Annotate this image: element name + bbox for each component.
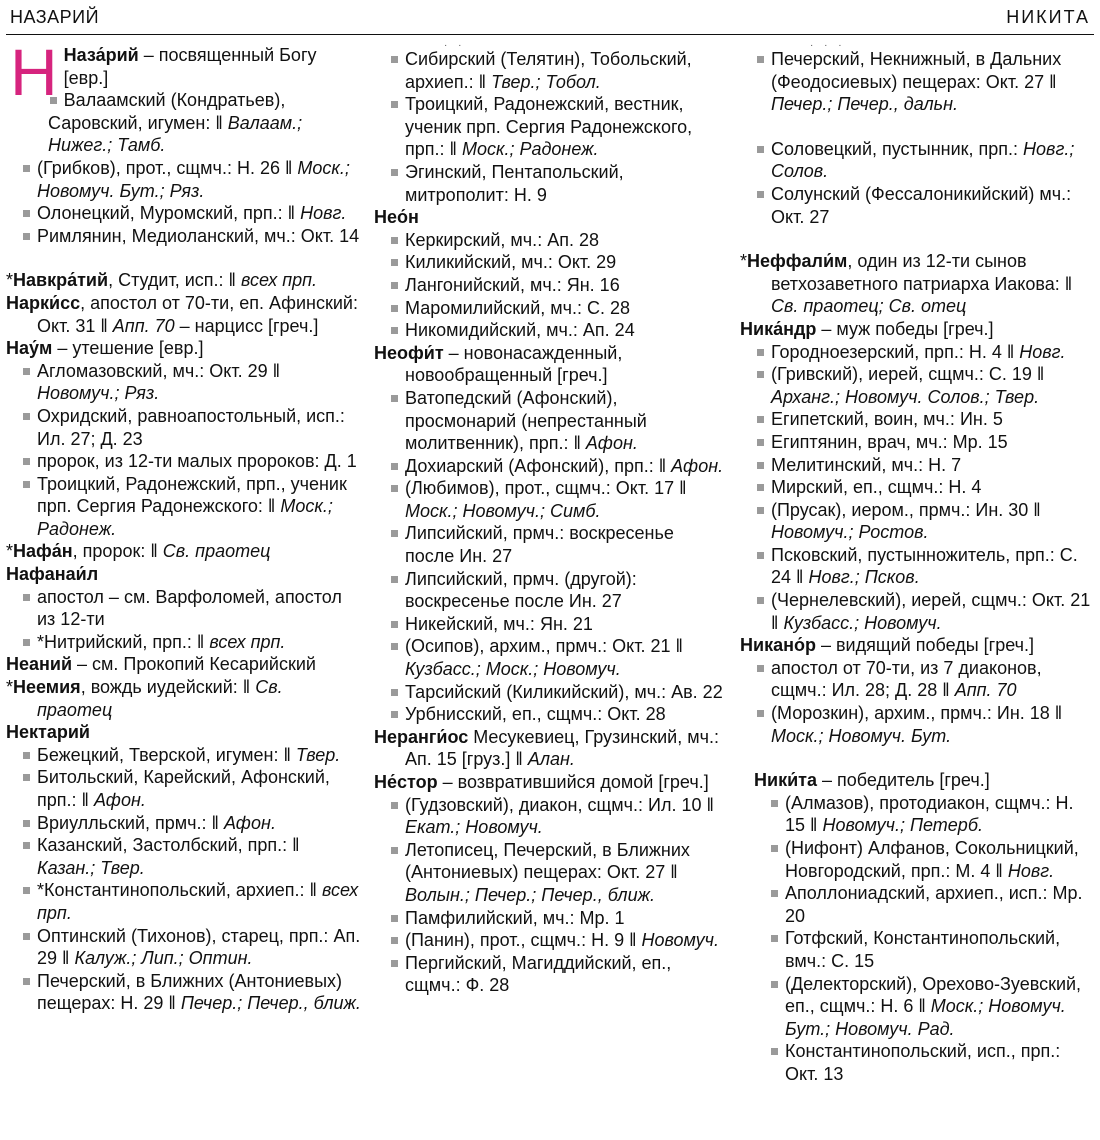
entry-source: Екат.; Новомуч. [405, 817, 543, 838]
entry-text: Месукевиец, Грузинский, мч.: Ап. 15 [груз.] ‖ [405, 726, 719, 770]
list-item [6, 405, 362, 450]
entry-text: (Панин), прот., сщмч.: Н. 9 ‖ [405, 930, 642, 951]
entry-source: Моск.; Новомуч.; Симб. [405, 500, 601, 521]
entry-text: апостол – см. Варфоломей, апостол из 12-ти [37, 586, 342, 630]
list-item [754, 882, 1098, 927]
entry-text: Керкирский, мч.: Ап. 28 [405, 229, 599, 250]
entry-text: Никейский, мч.: Ян. 21 [405, 613, 593, 634]
entry-source: всех прп. [240, 270, 318, 291]
entry-text: *Нитрийский, прп.: ‖ [37, 631, 210, 652]
column-3 [740, 40, 1098, 1086]
entry-text: Египетский, воин, мч.: Ин. 5 [771, 409, 1003, 430]
list-item [6, 879, 362, 924]
headword-entry [6, 563, 362, 586]
entry-text: Готфский, Константинопольский, вмч.: С. 15 [785, 928, 1061, 971]
entry-text: (Алмазов), протодиакон, сщмч.: Н. 15 ‖ [785, 792, 1074, 836]
list-item [374, 929, 728, 952]
entry-text: , пророк: ‖ [72, 541, 163, 562]
entry-source: Моск.; Радонеж. [461, 139, 599, 160]
list-item [740, 702, 1098, 747]
list-item [740, 138, 1098, 183]
entry-text: Киликийский, мч.: Окт. 29 [405, 252, 617, 273]
headword-entry [6, 337, 362, 360]
list-item [374, 703, 728, 726]
entry-text: – см. Прокопий Кесарийский [72, 654, 316, 675]
entry-text: Никомидийский, мч.: Ап. 24 [405, 320, 635, 341]
list-item [740, 657, 1098, 702]
entry-source: Новомуч. [641, 930, 719, 951]
entry-source: Печер.; Печер., дальн. [771, 94, 959, 115]
entry-text: Пергийский, Магиддийский, еп., сщмч.: Ф. 28 [405, 952, 672, 996]
list-item [374, 613, 728, 636]
entry-source: Апп. 70 [112, 315, 175, 336]
headword-entry [6, 540, 362, 563]
list-item [374, 387, 728, 455]
list-item [374, 522, 728, 567]
entry-mark: * [6, 270, 14, 291]
entry-text: (Гривский), иерей, сщмч.: С. 19 ‖ [771, 364, 1045, 385]
entry-text: – муж победы [греч.] [816, 318, 994, 339]
entry-text: – видящий победы [греч.] [815, 635, 1035, 656]
list-item [754, 973, 1098, 1041]
list-item [374, 251, 728, 274]
column-1 [6, 35, 362, 1015]
entry-text: Аполлониадский, архиеп., исп.: Мр. 20 [785, 883, 1083, 926]
list-item [740, 499, 1098, 544]
entry-source: Твер.; Тобол. [491, 71, 601, 92]
entry-text: Казанский, Застолбский, прп.: ‖ [37, 835, 300, 856]
entry-text: – посвященный Богу [евр.] [63, 45, 317, 88]
entry-source: Арханг.; Новомуч. Солов.; Твер. [771, 386, 1040, 407]
entry-text: – новонасажденный, новообращенный [греч.] [405, 342, 623, 386]
entry-mark: * [6, 541, 14, 562]
entry-source: Твер. [295, 744, 341, 765]
headword-entry [754, 769, 1098, 792]
headword-entry [740, 318, 1098, 341]
list-item [374, 568, 728, 613]
entry-text: Агломазовский, мч.: Окт. 29 ‖ [37, 360, 281, 381]
entry-text: Оптинский (Тихонов), старец, прп.: Ап. 29 ‖ [37, 925, 361, 969]
entry-source: Афон. [671, 455, 724, 476]
headword: Нектарий [6, 722, 90, 743]
entry-text: Римлянин, Медиоланский, мч.: Окт. 14 [37, 225, 360, 246]
list-item [6, 744, 362, 767]
list-item [754, 1040, 1098, 1085]
entry-source: Калуж.; Лип.; Оптин. [74, 948, 253, 969]
entry-text: (Прусак), иером., прмч.: Ин. 30 ‖ [771, 499, 1041, 520]
entry-text: – победитель [греч.] [816, 770, 990, 791]
entry-text: Липсийский, прмч.: воскресенье после Ин. 27 [405, 523, 674, 567]
entry-source: всех прп. [37, 880, 359, 923]
list-item [740, 408, 1098, 431]
list-item [374, 839, 728, 907]
list-item [374, 635, 728, 680]
headword: Неофи́т [374, 342, 444, 363]
headword-entry [374, 206, 728, 229]
headword: Нарки́сс [6, 292, 81, 313]
entry-source: Новомуч.; Петерб. [822, 815, 983, 836]
entry-text: – нарцисс [греч.] [174, 315, 319, 336]
entry-text: (Любимов), прот., сщмч.: Окт. 17 ‖ [405, 478, 687, 499]
entry-text: Мелитинский, мч.: Н. 7 [771, 454, 962, 475]
list-item [6, 812, 362, 835]
entry-source: Апп. 70 [954, 680, 1017, 701]
list-item [6, 970, 362, 1015]
entry-source: Печер.; Печер., ближ. [180, 993, 361, 1014]
headword-entry [6, 676, 362, 721]
list-item [740, 341, 1098, 364]
entry-source: Новг. [300, 203, 347, 224]
entry-text: апостол от 70-ти, из 7 диаконов, сщмч.: Ил. 28; Д. 28 ‖ [771, 657, 1042, 701]
entry-text: Соловецкий, пустынник, прп.: [771, 138, 1024, 159]
spacer [6, 247, 362, 269]
entry-text: Ватопедский (Афонский), просмонарий (непрестанный молитвенник), прп.: ‖ [405, 387, 647, 454]
entry-text: Египтянин, врач, мч.: Мр. 15 [771, 431, 1008, 452]
list-item [740, 589, 1098, 634]
entry-mark: * [6, 677, 14, 698]
entry-text: Эгинский, Пентапольский, митрополит: Н. 9 [405, 161, 624, 205]
entry-text: , один из 12-ти сынов ветхозаветного патриарха Иакова: ‖ [771, 251, 1073, 294]
list-item [6, 586, 362, 631]
entry-text: Троицкий, Радонежский, прп., ученик прп. Сергия Радонежского: ‖ [37, 473, 347, 517]
entry-text: Памфилийский, мч.: Мр. 1 [405, 907, 625, 928]
entry-source: Новг.; Псков. [808, 567, 920, 588]
entry-source: Кузбасс.; Новомуч. [783, 612, 942, 633]
running-header-left: НАЗАРИЙ [10, 7, 100, 27]
entry-text: – утешение [евр.] [52, 338, 204, 359]
entry-text: Печерский, в Ближних (Антониевых) пещерах: Н. 29 ‖ [37, 970, 342, 1014]
entry-source: Св. праотец [37, 677, 283, 720]
list-item [740, 544, 1098, 589]
headword-entry [6, 269, 362, 292]
entry-text: Летописец, Печерский, в Ближних (Антониевых) пещерах: Окт. 27 ‖ [405, 839, 690, 883]
list-item [6, 450, 362, 473]
entry-text: Константинопольский, исп., прп.: Окт. 13 [785, 1041, 1061, 1084]
entry-source: Новомуч.; Ряз. [37, 383, 160, 404]
list-item [754, 927, 1098, 972]
list-item [374, 93, 728, 161]
headword: Не́стор [374, 772, 438, 792]
entry-source: Моск.; Радонеж. [37, 496, 333, 539]
entry-text: Сибирский (Телятин), Тобольский, архиеп.: ‖ [405, 49, 692, 92]
headword: Неранги́ос [374, 726, 469, 747]
headword: Навкра́тий [13, 270, 109, 291]
entry-text: Бежецкий, Тверской, игумен: ‖ [37, 744, 296, 765]
headword-entry [374, 342, 728, 387]
entry-source: Афон. [224, 812, 276, 833]
list-item [374, 952, 728, 997]
entry-text: (Морозкин), архим., прмч.: Ин. 18 ‖ [771, 703, 1063, 724]
headword: Неемия [13, 677, 81, 698]
list-item [6, 157, 362, 202]
entry-source: Казан.; Твер. [37, 857, 145, 878]
entry-source: Валаам.; Нижег.; Тамб. [48, 112, 303, 156]
list-item [740, 48, 1098, 116]
entry-source: Алан. [527, 749, 575, 770]
entry-text: – возвратившийся домой [греч.] [437, 772, 709, 792]
spacer [740, 747, 1098, 769]
entry-text: (Делекторский), Орехово-Зуевский, еп., сщмч.: Н. 6 ‖ [785, 973, 1082, 1017]
entry-text: Урбниcский, еп., сщмч.: Окт. 28 [405, 704, 666, 725]
running-header-right: НИКИТА [1006, 7, 1090, 27]
list-item [6, 473, 362, 541]
entry-text: (Грибков), прот., сщмч.: Н. 26 ‖ [37, 157, 298, 178]
list-item [374, 794, 728, 839]
drop-cap: Н [10, 35, 58, 109]
list-item [374, 48, 728, 93]
entry-mark: * [740, 251, 748, 272]
headword: Ника́ндр [740, 318, 817, 339]
headword: Нео́н [374, 207, 419, 228]
entry-source: Моск.; Новомуч. Бут.; Новомуч. Рад. [785, 996, 1066, 1039]
entry-text: Маромилийский, мч.: С. 28 [405, 297, 631, 318]
entry-text: Городноезерский, прп.: Н. 4 ‖ [771, 341, 1020, 362]
headword: Ники́та [754, 770, 817, 791]
headword: Никано́р [740, 635, 816, 656]
spacer [740, 228, 1098, 250]
column-2 [374, 40, 728, 997]
entry-source: Волын.; Печер.; Печер., ближ. [405, 884, 655, 905]
header-rule [6, 34, 1094, 35]
entry-text: Лангонийский, мч.: Ян. 16 [405, 274, 620, 295]
entry-source: Афон. [93, 790, 146, 810]
spacer [740, 116, 1098, 138]
entry-text: Битольский, Карейский, Афонский, прп.: ‖ [37, 767, 330, 810]
list-item [740, 183, 1098, 228]
entry-text: , апостол от 70-ти, еп. Афинский: Окт. 31 ‖ [37, 292, 358, 336]
entry-source: Афон. [585, 433, 638, 454]
list-item [374, 274, 728, 297]
list-item [374, 907, 728, 930]
entry-text: Олонецкий, Муромский, прп.: ‖ [37, 203, 301, 224]
entry-text: Вриулльский, прмч.: ‖ [37, 812, 224, 833]
list-item [374, 681, 728, 704]
entry-source: Новг. [1007, 860, 1055, 881]
list-item [374, 229, 728, 252]
list-item [754, 792, 1098, 837]
headword: Нау́м [6, 338, 53, 359]
headword-entry [6, 653, 362, 676]
entry-source: Св. праотец; Св. отец [771, 296, 967, 317]
headword: Нафанаи́л [6, 564, 99, 585]
entry-source: Кузбасс.; Моск.; Новомуч. [405, 659, 621, 680]
list-item [374, 319, 728, 342]
list-item [740, 454, 1098, 477]
entry-text: Дохиарский (Афонский), прп.: ‖ [405, 455, 672, 476]
list-item [740, 363, 1098, 408]
cropped-line: · · [444, 40, 466, 51]
headword-entry [6, 721, 362, 744]
list-item [6, 360, 362, 405]
headword-entry [374, 726, 728, 771]
entry-text: Троицкий, Радонежский, вестник, ученик прп. Сергия Радонежского, прп.: ‖ [405, 94, 693, 160]
list-item [6, 89, 362, 157]
entry-source: Моск.; Новомуч. Бут. [771, 725, 952, 746]
list-item [754, 837, 1098, 882]
list-item [6, 225, 362, 248]
list-item [374, 477, 728, 522]
headword: Наза́рий [63, 45, 139, 65]
headword-entry [740, 250, 1098, 318]
list-item [374, 297, 728, 320]
entry-source: Св. праотец [162, 541, 271, 562]
headword-entry [374, 771, 728, 794]
headword: Нафа́н [13, 541, 73, 562]
entry-text: Липсийский, прмч. (другой): воскресенье после Ин. 27 [405, 568, 637, 612]
headword-entry [6, 35, 362, 109]
list-item [740, 476, 1098, 499]
list-item [374, 161, 728, 206]
entry-source: Новомуч.; Ростов. [771, 522, 929, 543]
list-item [6, 631, 362, 654]
headword-entry [740, 634, 1098, 657]
entry-text: Охридский, равноапостольный, исп.: Ил. 27; Д. 23 [37, 405, 345, 449]
entry-text: Тарсийский (Киликийский), мч.: Ав. 22 [405, 681, 723, 702]
running-header [0, 0, 1100, 36]
list-item [740, 431, 1098, 454]
entry-text: Валаамский (Кондратьев), Саровский, игумен: ‖ [48, 90, 286, 133]
list-item [6, 834, 362, 879]
entry-source: всех прп. [209, 631, 286, 652]
entry-source: Новг. [1019, 341, 1066, 362]
entry-source: Моск.; Новомуч. Бут.; Ряз. [37, 157, 350, 201]
entry-text: (Нифонт) Алфанов, Сокольницкий, Новгородский, прп.: М. 4 ‖ [785, 838, 1079, 881]
list-item [6, 202, 362, 225]
entry-text: , Студит, исп.: ‖ [108, 270, 241, 291]
cropped-line: · · · [810, 40, 846, 51]
entry-text: (Осипов), архим., прмч.: Окт. 21 ‖ [405, 636, 683, 657]
list-item [6, 925, 362, 970]
entry-text: пророк, из 12-ти малых пророков: Д. 1 [37, 451, 357, 472]
entry-source: Новг.; Солов. [771, 138, 1075, 182]
list-item [6, 766, 362, 811]
entry-text: Печерский, Некнижный, в Дальних (Феодосиевых) пещерах: Окт. 27 ‖ [771, 49, 1062, 92]
headword: Неаний [6, 654, 73, 675]
entry-text: Мирский, еп., сщмч.: Н. 4 [771, 477, 982, 498]
entry-text: (Чернелевский), иерей, сщмч.: Окт. 21 ‖ [771, 590, 1091, 633]
headword: Неффали́м [747, 251, 848, 272]
headword-entry [6, 292, 362, 337]
entry-text: *Константинопольский, архиеп.: ‖ [37, 880, 322, 901]
entry-text: , вождь иудейский: ‖ [80, 677, 256, 698]
entry-text: (Гудзовский), диакон, сщмч.: Ил. 10 ‖ [405, 794, 714, 815]
entry-text: Псковский, пустынножитель, прп.: С. 24 ‖ [771, 544, 1078, 588]
list-item [374, 455, 728, 478]
entry-text: Солунский (Фессалоникийский) мч.: Окт. 27 [771, 183, 1072, 227]
